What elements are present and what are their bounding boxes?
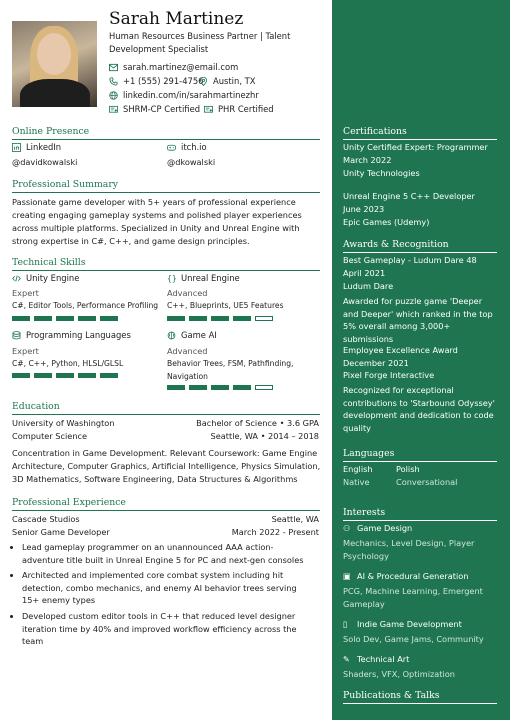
rating-segment xyxy=(78,373,96,378)
linkedin-contact[interactable] xyxy=(109,90,259,100)
location-text: Austin, TX xyxy=(213,76,256,86)
interest-ai-procedural xyxy=(343,570,468,583)
skill-rating-bar xyxy=(167,316,273,321)
experience-dates: March 2022 - Present xyxy=(231,527,319,537)
certificate-icon xyxy=(109,105,118,114)
experience-bullet: Lead gameplay programmer on an unannounced AAA action-adventure title built in Unreal Engine 5 for PC and next-gen consoles xyxy=(22,541,307,566)
rating-segment xyxy=(100,316,118,321)
users-icon: ⚇ xyxy=(343,523,351,533)
rating-segment xyxy=(189,385,207,390)
globe-icon xyxy=(109,91,118,100)
cert1-text: SHRM-CP Certified xyxy=(123,104,201,114)
interest-name: Technical Art xyxy=(357,654,410,664)
phone-text: +1 (555) 291-4756 xyxy=(123,76,204,86)
skill-level: Advanced xyxy=(167,288,208,298)
rating-segment xyxy=(211,385,229,390)
certifications-heading: Certifications xyxy=(343,126,497,140)
skill-rating-bar xyxy=(167,385,273,390)
interest-technical-art xyxy=(343,653,409,666)
phone-contact[interactable] xyxy=(109,76,204,86)
braces-icon: {} xyxy=(167,273,177,283)
skill-name: Unreal Engine xyxy=(181,273,240,283)
certification-issuer: Epic Games (Udemy) xyxy=(343,217,430,227)
rating-segment xyxy=(233,316,251,321)
rating-segment xyxy=(255,316,273,321)
online-item-itchio[interactable] xyxy=(167,142,207,152)
education-field: Computer Science xyxy=(12,431,88,441)
award-description: Awarded for puzzle game 'Deeper and Deeper' which ranked in the top 5% overall among 3,000+ submissions xyxy=(343,296,493,344)
brain-icon xyxy=(167,331,176,340)
education-details: Concentration in Game Development. Relevant Coursework: Game Engine Architecture, Computer Graphics, Artificial Intelligence, Physics Simulation, 3D Mathematics, Software Engineering, Data Structures & Algorithms xyxy=(12,448,321,484)
award-issuer: Ludum Dare xyxy=(343,281,394,291)
certification-date: June 2023 xyxy=(343,204,385,214)
award-date: December 2021 xyxy=(343,358,409,368)
rating-segment xyxy=(233,385,251,390)
skill-rating-bar xyxy=(12,316,118,321)
interest-name: Indie Game Development xyxy=(357,619,462,629)
language-name: English xyxy=(343,464,373,474)
language-level: Native xyxy=(343,477,370,487)
award-description: Recognized for exceptional contributions to 'Starbound Odyssey' development and dedication to code quality xyxy=(343,385,495,433)
cert2-text: PHR Certified xyxy=(218,104,274,114)
certification-name: Unreal Engine 5 C++ Developer xyxy=(343,191,475,201)
interest-game-design xyxy=(343,522,412,535)
gamepad-icon xyxy=(167,143,176,152)
profile-photo xyxy=(12,21,97,107)
skill-keywords: C++, Blueprints, UE5 Features xyxy=(167,301,284,310)
award-issuer: Pixel Forge Interactive xyxy=(343,370,435,380)
rating-segment xyxy=(12,373,30,378)
certification-name: Unity Certified Expert: Programmer xyxy=(343,142,488,152)
experience-bullet: Developed custom editor tools in C++ that reduced level designer iteration time by 40% and improved workflow efficiency across the team xyxy=(22,610,307,648)
online-item-label: LinkedIn xyxy=(26,142,62,152)
headline: Human Resources Business Partner | Talent Development Specialist xyxy=(109,31,291,54)
education-degree: Bachelor of Science • 3.6 GPA xyxy=(196,418,319,428)
skill-name: Unity Engine xyxy=(26,273,80,283)
online-item-handle: @davidkowalski xyxy=(12,157,78,167)
interest-keywords: PCG, Machine Learning, Emergent Gameplay xyxy=(343,586,483,609)
online-item-linkedin[interactable] xyxy=(12,142,61,152)
rating-segment xyxy=(100,373,118,378)
award-name: Best Gameplay - Ludum Dare 48 xyxy=(343,255,477,265)
skill-level: Advanced xyxy=(167,346,208,356)
certificate-icon xyxy=(204,105,213,114)
certification-date: March 2022 xyxy=(343,155,392,165)
online-presence-heading: Online Presence xyxy=(12,126,320,140)
skill-level: Expert xyxy=(12,346,39,356)
book-icon: ▯ xyxy=(343,619,348,629)
database-icon xyxy=(12,331,21,340)
rating-segment xyxy=(34,316,52,321)
education-school: University of Washington xyxy=(12,418,115,428)
award-date: April 2021 xyxy=(343,268,386,278)
award-name: Employee Excellence Award xyxy=(343,345,458,355)
rating-segment xyxy=(211,316,229,321)
cpu-icon: ▣ xyxy=(343,571,351,581)
linkedin-icon xyxy=(12,143,21,152)
rating-segment xyxy=(12,316,30,321)
interests-heading: Interests xyxy=(343,507,497,521)
rating-segment xyxy=(255,385,273,390)
interest-indie-dev xyxy=(343,618,462,631)
skill-level: Expert xyxy=(12,288,39,298)
interest-keywords: Mechanics, Level Design, Player Psychology xyxy=(343,538,475,561)
certification-badge-2 xyxy=(204,104,274,114)
interest-keywords: Solo Dev, Game Jams, Community xyxy=(343,634,484,644)
map-pin-icon xyxy=(199,77,208,86)
skill-name: Programming Languages xyxy=(26,330,131,340)
language-level: Conversational xyxy=(396,477,458,487)
skill-programming-languages xyxy=(12,330,131,340)
experience-heading: Professional Experience xyxy=(12,497,320,511)
skill-game-ai xyxy=(167,330,217,340)
candidate-name: Sarah Martinez xyxy=(109,9,244,29)
brush-icon: ✎ xyxy=(343,654,350,664)
phone-icon xyxy=(109,77,118,86)
linkedin-text: linkedin.com/in/sarahmartinezhr xyxy=(123,90,259,100)
skill-unreal-engine xyxy=(167,273,240,283)
rating-segment xyxy=(189,316,207,321)
certification-badge-1 xyxy=(109,104,200,114)
rating-segment xyxy=(78,316,96,321)
languages-heading: Languages xyxy=(343,448,497,462)
certification-issuer: Unity Technologies xyxy=(343,168,420,178)
online-item-label: itch.io xyxy=(181,142,207,152)
skill-rating-bar xyxy=(12,373,118,378)
code-icon xyxy=(12,274,21,283)
rating-segment xyxy=(167,316,185,321)
location-contact xyxy=(199,76,256,86)
envelope-icon xyxy=(109,63,118,72)
education-heading: Education xyxy=(12,401,320,415)
skill-name: Game AI xyxy=(181,330,217,340)
skill-keywords: C#, C++, Python, HLSL/GLSL xyxy=(12,359,124,368)
rating-segment xyxy=(56,373,74,378)
rating-segment xyxy=(167,385,185,390)
experience-location: Seattle, WA xyxy=(271,514,319,524)
education-place-date: Seattle, WA • 2014 – 2018 xyxy=(210,431,319,441)
interest-name: Game Design xyxy=(357,523,413,533)
publications-heading: Publications & Talks xyxy=(343,690,497,704)
email-contact[interactable] xyxy=(109,62,238,72)
online-item-handle: @dkowalski xyxy=(167,157,216,167)
summary-heading: Professional Summary xyxy=(12,179,320,193)
rating-segment xyxy=(34,373,52,378)
email-text: sarah.martinez@email.com xyxy=(123,62,239,72)
skill-unity-engine xyxy=(12,273,79,283)
experience-bullet: Architected and implemented core combat system including hit detection, combo mechanics, and enemy AI behavior trees serving 15+ enemy types xyxy=(22,569,307,607)
language-name: Polish xyxy=(396,464,420,474)
rating-segment xyxy=(56,316,74,321)
awards-heading: Awards & Recognition xyxy=(343,239,497,253)
experience-company: Cascade Studios xyxy=(12,514,80,524)
skill-keywords: Behavior Trees, FSM, Pathfinding, Navigation xyxy=(167,359,294,381)
interest-keywords: Shaders, VFX, Optimization xyxy=(343,669,455,679)
experience-role: Senior Game Developer xyxy=(12,527,110,537)
summary-text: Passionate game developer with 5+ years of professional experience creating engaging gameplay systems and polished player experiences across multiple platforms. Specialized in Unity and Unreal Engine with strong expertise in C#, C++, and game design principles. xyxy=(12,197,302,246)
interest-name: AI & Procedural Generation xyxy=(357,571,469,581)
skills-heading: Technical Skills xyxy=(12,257,320,271)
skill-keywords: C#, Editor Tools, Performance Profiling xyxy=(12,301,159,310)
